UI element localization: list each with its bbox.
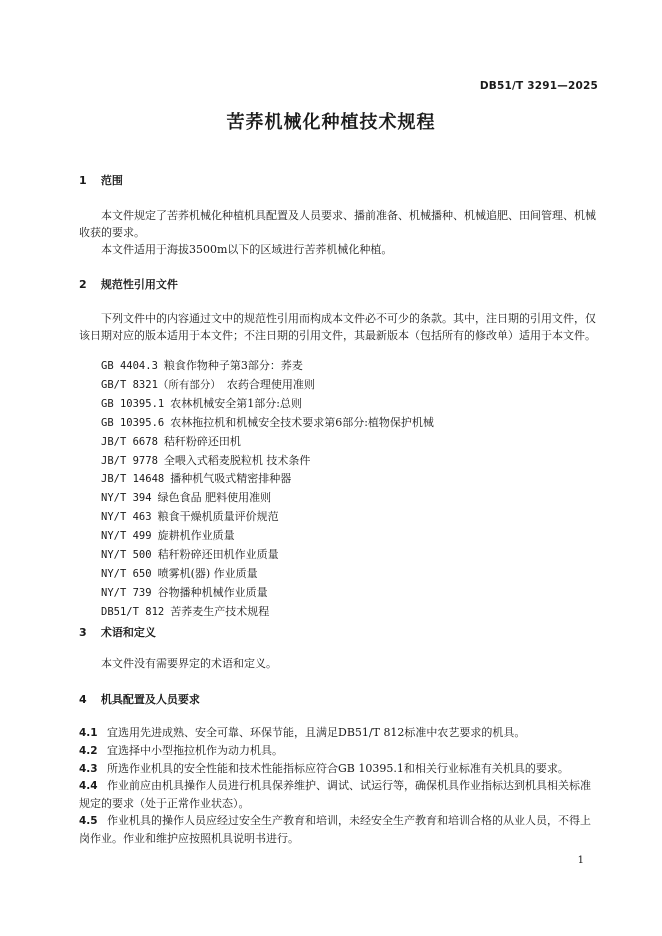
- reference-item: [101, 433, 434, 452]
- section-title: 规范性引用文件: [100, 278, 178, 291]
- reference-item: [101, 565, 434, 584]
- reference-code: NY/T 739: [101, 586, 152, 599]
- clause-text: 所选作业机具的安全性能和技术性能指标应符合GB 10395.1和相关行业标准有关机具的要求。: [107, 762, 569, 775]
- clause-4-2: [79, 742, 599, 760]
- reference-code: NY/T 394: [101, 492, 152, 505]
- reference-item: [101, 452, 434, 471]
- reference-code: GB/T 8321（所有部分）: [101, 378, 221, 391]
- paragraph: 本文件没有需要界定的术语和定义。: [101, 657, 277, 670]
- section-title: 术语和定义: [100, 626, 156, 639]
- section-3-heading: [79, 624, 156, 640]
- section-title: 范围: [100, 174, 123, 187]
- reference-item: [101, 489, 434, 508]
- reference-name: 谷物播种机械作业质量: [157, 585, 268, 599]
- section-title: 机具配置及人员要求: [100, 693, 200, 706]
- clause-text: 宜选择中小型拖拉机作为动力机具。: [107, 744, 283, 757]
- clause-4-3: [79, 760, 599, 778]
- reference-code: NY/T 500: [101, 549, 152, 562]
- reference-name: 苦荞麦生产技术规程: [170, 604, 270, 618]
- clause-number: 4.2: [79, 745, 98, 757]
- reference-code: GB 4404.3: [101, 360, 158, 372]
- reference-item: [101, 527, 434, 546]
- normative-references-list: [101, 357, 434, 622]
- reference-code: GB 10395.6: [101, 416, 165, 429]
- reference-item: [101, 508, 434, 527]
- clause-text: 宜选用先进成熟、安全可靠、环保节能，且满足DB51/T 812标准中农艺要求的机具。: [107, 726, 526, 739]
- reference-name: 农药合理使用准则: [226, 377, 315, 391]
- reference-name: 农林拖拉机和机械安全技术要求第6部分:植物保护机械: [170, 415, 434, 429]
- section-1-heading: [79, 172, 123, 188]
- page-number: 1: [577, 855, 584, 866]
- reference-name: 绿色食品 肥料使用准则: [157, 491, 272, 505]
- reference-item: [101, 414, 434, 433]
- clause-text: 作业机具的操作人员应经过安全生产教育和培训，未经安全生产教育和培训合格的从业人员，不得上岗作业。作业和维护应按照机具说明书进行。: [79, 814, 591, 846]
- reference-name: 农林机械安全第1部分:总则: [170, 396, 302, 410]
- reference-item: [101, 603, 434, 622]
- section-number: 3: [79, 626, 87, 639]
- document-code: DB51/T 3291—2025: [479, 80, 598, 92]
- reference-item: [101, 584, 434, 603]
- clause-4-1: [79, 724, 599, 742]
- reference-name: 粮食作物种子第3部分：荞麦: [163, 359, 303, 372]
- reference-name: 全喂入式稻麦脱粒机 技术条件: [163, 453, 311, 467]
- reference-code: JB/T 9778: [101, 454, 158, 467]
- clause-number: 4.4: [79, 780, 98, 792]
- reference-item: [101, 357, 434, 376]
- section-number: 2: [79, 278, 87, 291]
- document-title: 苦荞机械化种植技术规程: [226, 112, 436, 133]
- reference-name: 喷雾机(器) 作业质量: [157, 566, 258, 580]
- clause-number: 4.1: [79, 727, 98, 739]
- reference-code: NY/T 650: [101, 567, 152, 580]
- reference-code: GB 10395.1: [101, 397, 165, 410]
- reference-code: JB/T 14648: [101, 473, 165, 486]
- reference-name: 粮食干燥机质量评价规范: [157, 510, 279, 524]
- reference-item: [101, 395, 434, 414]
- reference-name: 播种机气吸式精密排种器: [170, 472, 292, 486]
- reference-item: [101, 470, 434, 489]
- reference-name: 秸秆粉碎还田机作业质量: [157, 548, 279, 562]
- reference-item: [101, 376, 434, 395]
- reference-name: 旋耕机作业质量: [157, 529, 235, 543]
- reference-code: NY/T 499: [101, 530, 152, 543]
- section-2-heading: [79, 276, 178, 292]
- section-4-heading: [79, 691, 200, 707]
- clause-4-5: [79, 812, 599, 848]
- reference-item: [101, 546, 434, 565]
- paragraph: 本文件适用于海拔3500m以下的区域进行苦荞机械化种植。: [101, 243, 393, 256]
- clause-number: 4.5: [79, 815, 98, 827]
- reference-code: NY/T 463: [101, 511, 152, 524]
- section-number: 1: [79, 174, 87, 187]
- clause-4-4: [79, 777, 599, 813]
- reference-code: JB/T 6678: [101, 435, 158, 448]
- clause-text: 作业前应由机具操作人员进行机具保养维护、调试、试运行等，确保机具作业指标达到机具相关标准规定的要求（处于正常作业状态）。: [79, 779, 591, 811]
- paragraph: 下列文件中的内容通过文中的规范性引用而构成本文件必不可少的条款。其中，注日期的引用文件，仅该日期对应的版本适用于本文件；不注日期的引用文件，其最新版本（包括所有的修改单）适用于本文件。: [79, 312, 596, 343]
- reference-name: 秸秆粉碎还田机: [163, 434, 241, 448]
- clause-number: 4.3: [79, 763, 98, 775]
- section-number: 4: [79, 693, 87, 706]
- paragraph: 本文件规定了苦荞机械化种植机具配置及人员要求、播前准备、机械播种、机械追肥、田间管理、机械收获的要求。: [79, 209, 596, 240]
- reference-code: DB51/T 812: [101, 605, 165, 618]
